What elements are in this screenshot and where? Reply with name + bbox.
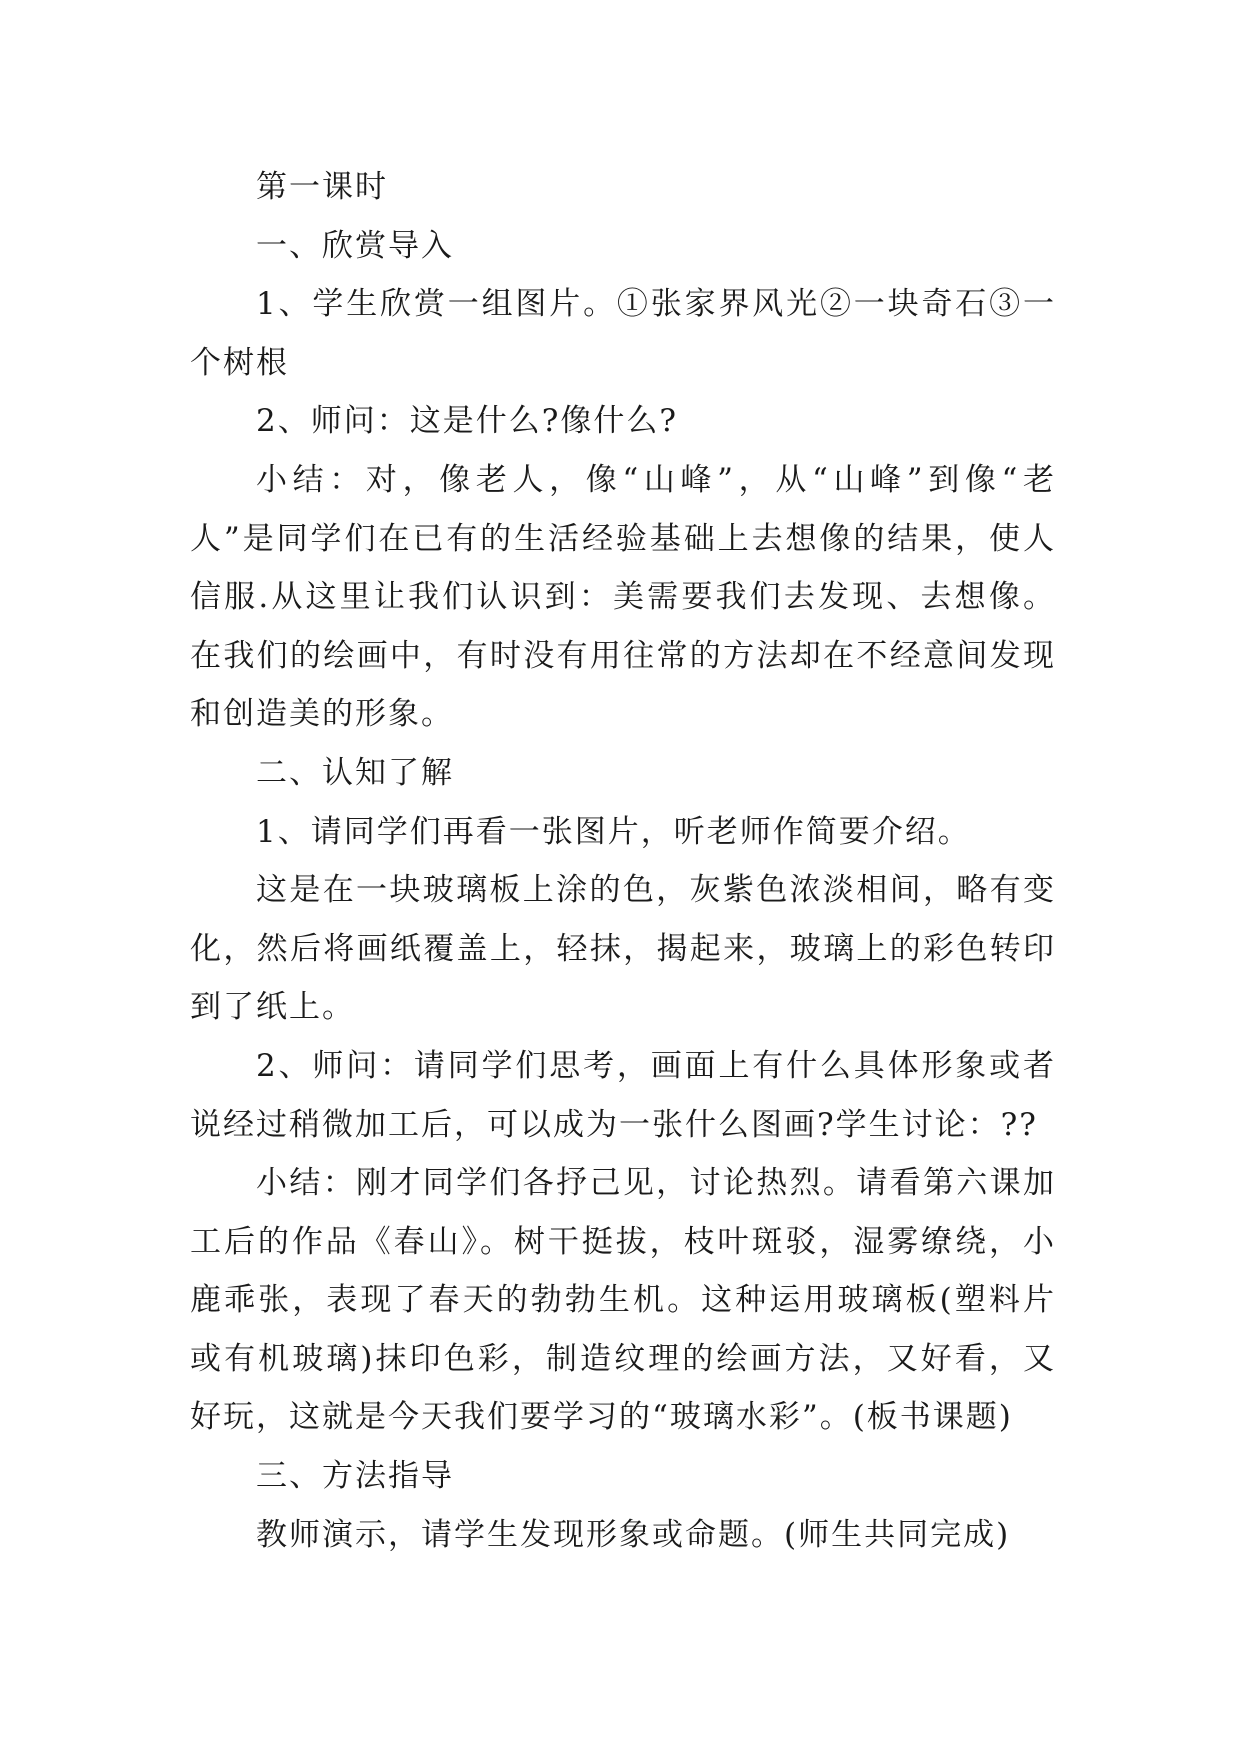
paragraph: 2、师问：请同学们思考，画面上有什么具体形象或者说经过稍微加工后，可以成为一张什么图画?学生讨论：?? (190, 1047, 1056, 1143)
paragraph: 这是在一块玻璃板上涂的色，灰紫色浓淡相间，略有变化，然后将画纸覆盖上，轻抹，揭起来，玻璃上的彩色转印到了纸上。 (190, 872, 1056, 1026)
section-heading: 二、认知了解 (256, 754, 454, 791)
paragraph: 小结：刚才同学们各抒己见，讨论热烈。请看第六课加工后的作品《春山》。树干挺拔，枝叶斑驳，湿雾缭绕，小鹿乖张，表现了春天的勃勃生机。这种运用玻璃板(塑料片或有机玻璃)抹印色彩，制造纹理的绘画方法，又好看，又好玩，这就是今天我们要学习的“玻璃水彩”。(板书课题) (190, 1165, 1056, 1436)
paragraph: 小结：对，像老人，像“山峰”，从“山峰”到像“老人”是同学们在已有的生活经验基础上去想像的结果，使人信服.从这里让我们认识到：美需要我们去发现、去想像。在我们的绘画中，有时没有用往常的方法却在不经意间发现和创造美的形象。 (190, 461, 1056, 733)
paragraph: 1、请同学们再看一张图片，听老师作简要介绍。 (256, 813, 971, 850)
paragraph: 2、师问：这是什么?像什么? (256, 403, 678, 440)
section-heading: 三、方法指导 (256, 1458, 454, 1495)
paragraph: 1、学生欣赏一组图片。①张家界风光②一块奇石③一个树根 (190, 286, 1056, 381)
section-heading: 一、欣赏导入 (256, 227, 454, 264)
paragraph: 教师演示，请学生发现形象或命题。(师生共同完成) (256, 1516, 1011, 1553)
document-body (190, 158, 1056, 1564)
lesson-title: 第一课时 (256, 169, 388, 205)
